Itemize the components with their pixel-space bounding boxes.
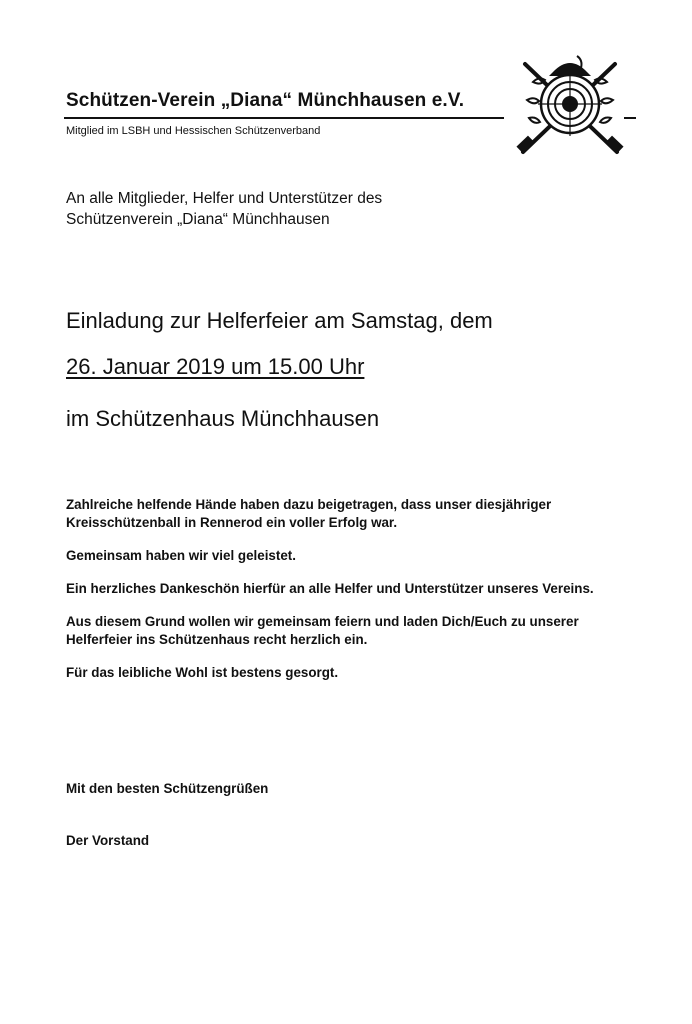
body-paragraph-4: Aus diesem Grund wollen wir gemeinsam feiern und laden Dich/Euch zu unserer Helferfeier ins Schützenhaus recht herzlich ein.	[66, 614, 579, 647]
recipient-line-2: Schützenverein „Diana“ Münchhausen	[66, 211, 330, 228]
membership-line: Mitglied im LSBH und Hessischen Schützenverband	[66, 125, 321, 137]
invitation-date: 26. Januar 2019 um 15.00 Uhr	[66, 354, 365, 379]
body-paragraph-1: Zahlreiche helfende Hände haben dazu beigetragen, dass unser diesjähriger Kreisschützenball in Rennerod ein voller Erfolg war.	[66, 497, 552, 530]
body-paragraph-5: Für das leibliche Wohl ist bestens gesorgt.	[66, 665, 339, 680]
signature: Der Vorstand	[66, 833, 150, 848]
letterhead-rule-end	[624, 117, 636, 119]
club-name: Schützen-Verein „Diana“ Münchhausen e.V.	[66, 90, 465, 111]
invitation-location: im Schützenhaus Münchhausen	[66, 406, 380, 431]
invitation-headline: Einladung zur Helferfeier am Samstag, dem	[66, 308, 493, 333]
letter-body	[66, 496, 656, 697]
recipient-line-1: An alle Mitglieder, Helfer und Unterstützer des	[66, 190, 383, 207]
body-paragraph-3: Ein herzliches Dankeschön hierfür an alle Helfer und Unterstützer unseres Vereins.	[66, 581, 594, 596]
club-emblem-icon	[515, 52, 625, 157]
recipient-block	[66, 188, 382, 230]
body-paragraph-2: Gemeinsam haben wir viel geleistet.	[66, 548, 296, 563]
closing-greeting: Mit den besten Schützengrüßen	[66, 781, 269, 796]
letterhead-rule	[64, 117, 504, 119]
